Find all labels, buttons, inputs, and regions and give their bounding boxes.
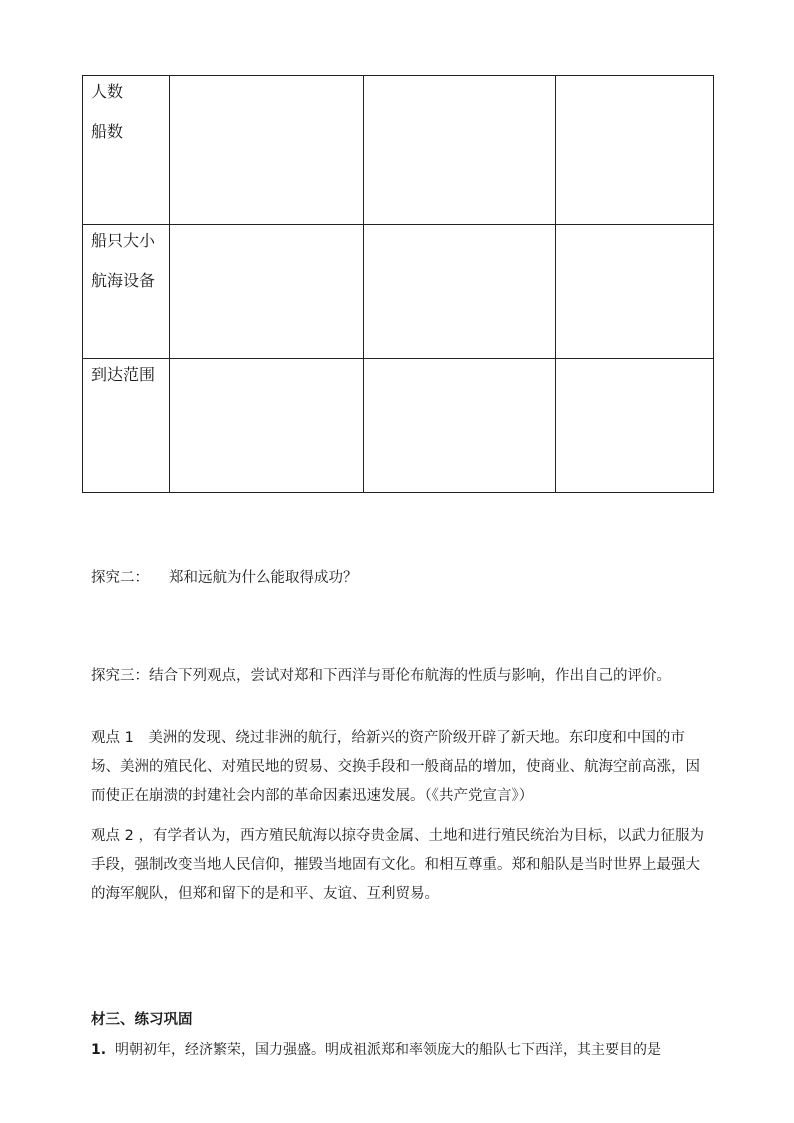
viewpoint-one: 观点 1 美洲的发现、绕过非洲的航行，给新兴的资产阶级开辟了新天地。东印度和中国的市场、美洲的殖民化、对殖民地的贸易、交换手段和一般商品的增加，使商业、航海空前高涨，因而使正在崩溃的封建社会内部的革命因素迅速发展。（《共产党宣言》） xyxy=(91,730,700,804)
row-label: 人数 xyxy=(91,82,124,101)
inquiry-two-label: 探究二： xyxy=(91,570,149,586)
row-label: 船数 xyxy=(91,122,124,141)
inquiry-two xyxy=(91,564,707,593)
row-label-cell xyxy=(83,225,170,359)
inquiry-three: 探究三：结合下列观点，尝试对郑和下西洋与哥伦布航海的性质与影响，作出自己的评价。 xyxy=(91,668,671,684)
section-title: 材三、练习巩固 xyxy=(91,1012,193,1028)
row-label-cell xyxy=(83,359,170,493)
row-label-cell xyxy=(83,76,170,225)
viewpoint-two: 观点 2 ，有学者认为，西方殖民航海以掠夺贵金属、土地和进行殖民统治为目标，以武力征服为手段，强制改变当地人民信仰，摧毁当地固有文化。和相互尊重。郑和船队是当时世界上最强大的海军舰队，但郑和留下的是和平、友谊、互利贸易。 xyxy=(91,828,704,902)
table-row xyxy=(83,76,714,225)
question-text: 明朝初年，经济繁荣，国力强盛。明成祖派郑和率领庞大的船队七下西洋，其主要目的是 xyxy=(114,1042,661,1058)
row-label: 航海设备 xyxy=(91,271,156,290)
answer-cell[interactable] xyxy=(364,359,556,493)
answer-cell[interactable] xyxy=(170,225,364,359)
answer-cell[interactable] xyxy=(556,225,714,359)
comparison-table xyxy=(82,75,714,493)
question-number: 1. xyxy=(91,1042,107,1058)
table-row xyxy=(83,359,714,493)
inquiry-two-question: 郑和远航为什么能取得成功？ xyxy=(169,570,358,586)
row-label: 到达范围 xyxy=(91,365,156,384)
answer-cell[interactable] xyxy=(170,359,364,493)
row-label: 船只大小 xyxy=(91,231,156,250)
answer-cell[interactable] xyxy=(556,76,714,225)
answer-cell[interactable] xyxy=(364,76,556,225)
table-row xyxy=(83,225,714,359)
answer-cell[interactable] xyxy=(170,76,364,225)
exercise-question xyxy=(91,1036,707,1065)
answer-cell[interactable] xyxy=(364,225,556,359)
answer-cell[interactable] xyxy=(556,359,714,493)
